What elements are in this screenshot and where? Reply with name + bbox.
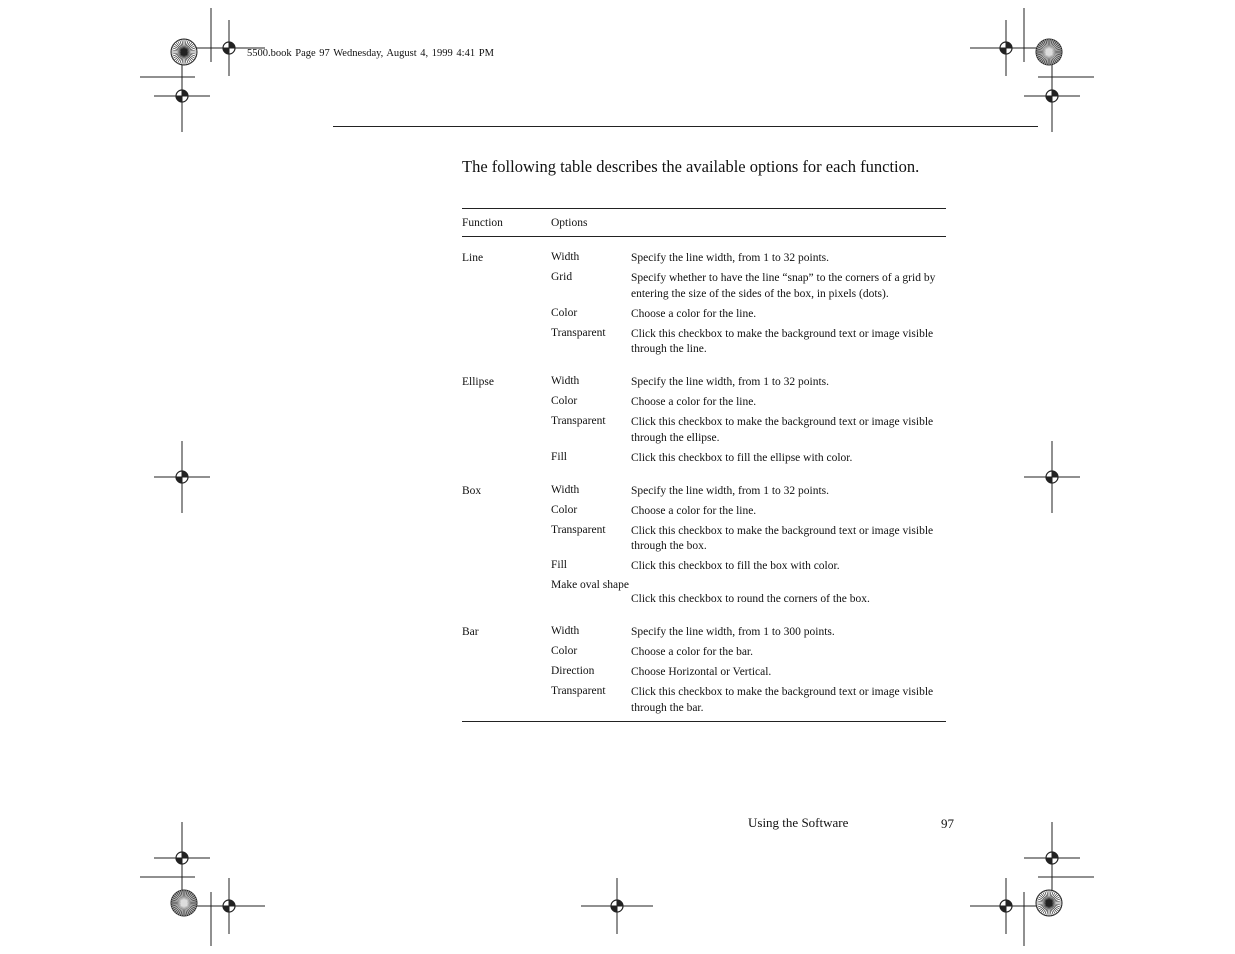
table-group-2 [462,471,946,608]
table-header [462,209,946,237]
option-cell: Fill [551,559,567,571]
function-cell: Bar [462,626,479,638]
description-cell: Choose a color for the line. [631,396,757,408]
option-cell: Color [551,645,578,657]
table-row [462,524,946,555]
option-cell: Direction [551,665,595,677]
table-row [462,307,946,323]
header-options: Options [551,217,588,229]
table-body [462,237,946,716]
table-row [462,579,946,608]
option-cell: Width [551,251,580,263]
table-row [462,251,946,267]
description-cell: Click this checkbox to fill the ellipse with color. [631,451,853,464]
intro-paragraph: The following table describes the available options for each function. [462,157,920,176]
description-cell: Click this checkbox to make the background text or image visible through the bar. [631,686,934,714]
description-cell: Specify the line width, from 1 to 32 points. [631,484,830,497]
table-row [462,415,946,446]
table-row [462,625,946,641]
description-cell: Click this checkbox to make the background text or image visible through the line. [631,327,934,355]
table-group-1 [462,362,946,466]
header-function: Function [462,217,503,229]
description-cell: Click this checkbox to make the background text or image visible through the ellipse. [631,416,934,444]
option-cell: Color [551,395,578,407]
option-cell: Transparent [551,523,606,536]
option-cell: Transparent [551,415,606,427]
table-row [462,271,946,302]
option-cell: Grid [551,271,573,283]
table-row [462,484,946,500]
description-cell: Choose Horizontal or Vertical. [631,666,772,678]
option-cell: Color [551,503,578,516]
description-cell: Choose a color for the line. [631,307,757,320]
option-cell: Fill [551,450,567,463]
table-row [462,327,946,358]
table-group-0 [462,237,946,358]
description-cell: Click this checkbox to make the background text or image visible through the box. [631,524,934,552]
description-cell: Click this checkbox to fill the box with color. [631,560,840,572]
table-row [462,665,946,681]
function-cell: Box [462,484,482,497]
option-cell: Width [551,625,580,637]
table-row [462,685,946,716]
table-row [462,504,946,520]
option-cell: Color [551,306,578,319]
table-row [462,375,946,391]
footer-section-title: Using the Software [748,815,849,830]
option-cell: Transparent [551,685,606,697]
description-cell: Click this checkbox to round the corners of the box. [631,593,870,605]
table-row [462,451,946,467]
function-cell: Ellipse [462,376,494,388]
description-cell: Specify whether to have the line “snap” to the corners of a grid by entering the size of the sides of the box, in pixels (dots). [631,272,936,300]
header-rule [333,126,1038,127]
function-cell: Line [462,252,484,264]
options-table [462,208,946,722]
print-slug-line: 5500.book Page 97 Wednesday, August 4, 1999 4:41 PM [247,48,494,59]
option-cell: Width [551,375,580,387]
page-number: 97 [941,816,954,831]
description-cell: Specify the line width, from 1 to 300 points. [631,626,835,638]
table-row [462,395,946,411]
option-cell: Width [551,483,580,496]
description-cell: Specify the line width, from 1 to 32 points. [631,376,830,388]
description-cell: Choose a color for the line. [631,504,757,517]
option-cell: Make oval shape [551,579,629,591]
table-row [462,645,946,661]
table-group-3 [462,612,946,716]
description-cell: Specify the line width, from 1 to 32 points. [631,252,830,264]
option-cell: Transparent [551,326,606,339]
description-cell: Choose a color for the bar. [631,646,753,658]
table-row [462,559,946,575]
